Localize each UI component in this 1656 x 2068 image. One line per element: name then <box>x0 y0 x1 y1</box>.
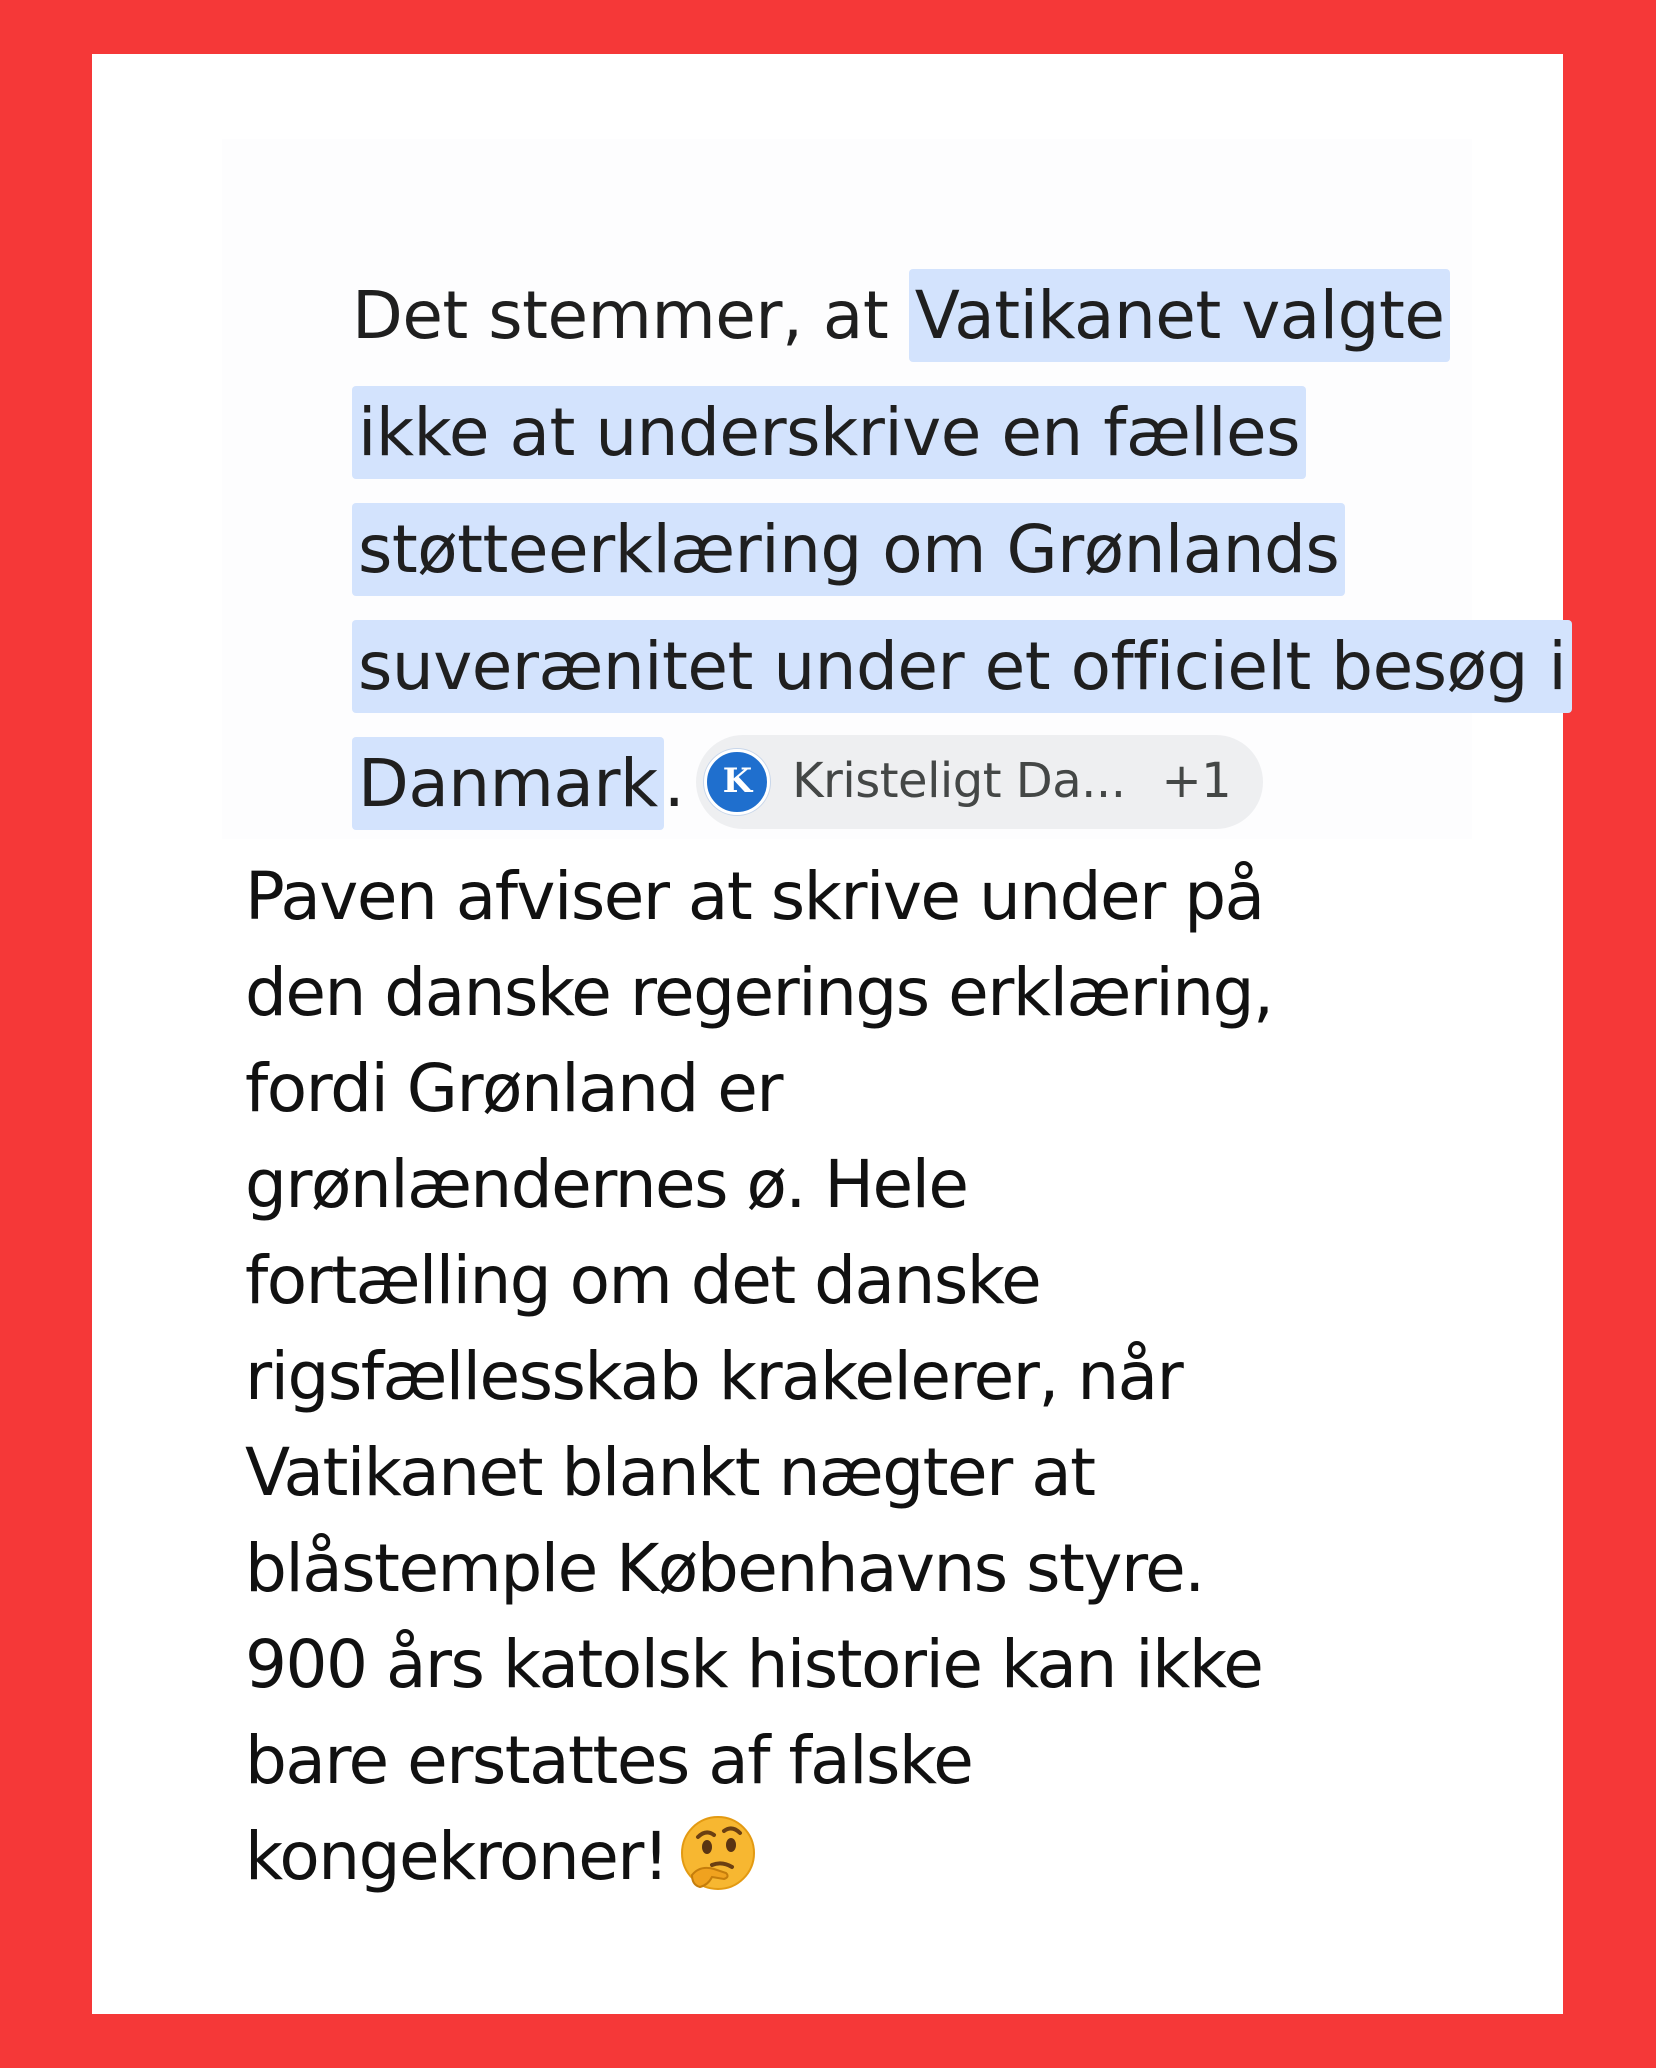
comment-line: Vatikanet blankt nægter at <box>245 1434 1095 1511</box>
post-card <box>92 54 1567 2014</box>
source-chip-count: +1 <box>1161 753 1232 810</box>
comment-line: grønlændernes ø. Hele <box>245 1146 968 1223</box>
comment-line: Paven afviser at skrive under på <box>245 858 1264 935</box>
source-chip[interactable] <box>696 735 1263 829</box>
kristeligt-dagblad-logo-icon: K <box>704 749 770 815</box>
source-chip-label: Kristeligt Da... <box>792 753 1126 810</box>
comment-line: blåstemple Københavns styre. <box>245 1530 1204 1607</box>
thinking-face-emoji-icon <box>678 1813 758 1893</box>
comment-line: fordi Grønland er <box>245 1050 783 1127</box>
ai-answer-end: . <box>663 745 685 822</box>
comment-text <box>245 849 1445 1905</box>
ai-answer-intro: Det stemmer, at <box>352 277 909 354</box>
ai-answer-text <box>352 257 1572 842</box>
comment-line: 900 års katolsk historie kan ikke <box>245 1626 1263 1703</box>
comment-line: den danske regerings erklæring, <box>245 954 1273 1031</box>
comment-line: fortælling om det danske <box>245 1242 1041 1319</box>
comment-line: bare erstattes af falske <box>245 1722 973 1799</box>
highlighted-claim: Vatikanet valgte ikke at underskrive en fælles støtteerklæring om Grønlands suverænitet under et officielt besøg i Danmark <box>352 269 1572 830</box>
comment-line: kongekroner! <box>245 1818 668 1895</box>
ai-answer-quote <box>222 139 1567 839</box>
comment-line-last <box>245 1809 1445 1905</box>
comment-line: rigsfællesskab krakelerer, når <box>245 1338 1183 1415</box>
